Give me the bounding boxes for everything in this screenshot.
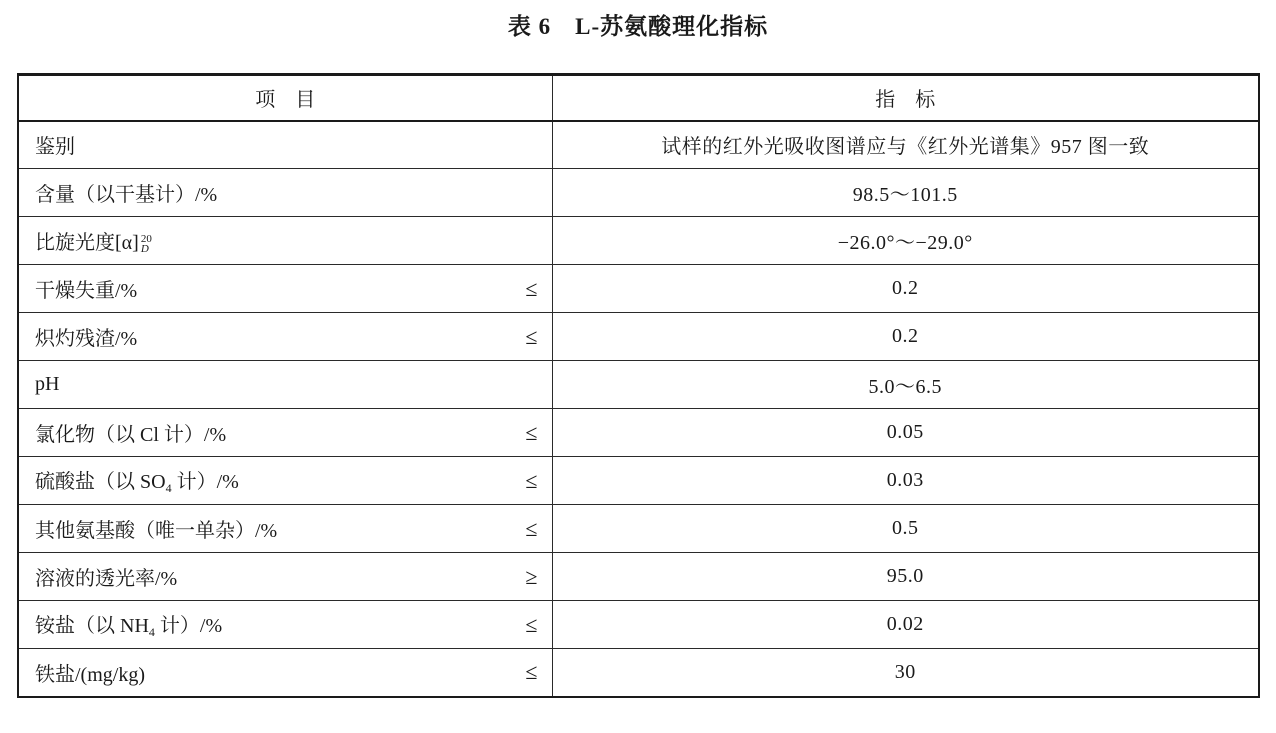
- item-subscript: D: [140, 243, 149, 256]
- item-label: [35, 609, 222, 640]
- limit-symbol: ≤: [525, 419, 538, 445]
- table-row: [18, 121, 1259, 169]
- value-cell: 0.2: [552, 313, 1259, 361]
- table-row: [18, 553, 1259, 601]
- item-label: 氯化物（以 Cl 计）/%: [35, 424, 227, 446]
- item-cell: [18, 553, 552, 601]
- table-row: [18, 217, 1259, 265]
- item-cell: [18, 313, 552, 361]
- table-row: [18, 409, 1259, 457]
- item-subscript: 4: [148, 625, 155, 639]
- item-superscript: 20: [140, 233, 152, 246]
- item-subscript: 4: [165, 481, 172, 495]
- item-label-text: 硫酸盐（以 SO: [35, 471, 166, 493]
- value-cell: 5.0～6.5: [552, 361, 1259, 409]
- value-cell: 0.03: [552, 457, 1259, 505]
- limit-symbol: ≤: [525, 611, 538, 637]
- item-cell: [18, 121, 552, 169]
- limit-symbol: ≤: [525, 275, 538, 301]
- item-cell: [18, 169, 552, 217]
- table-row: [18, 313, 1259, 361]
- item-label: 铁盐/(mg/kg): [35, 663, 145, 686]
- table-title: 表 6 L-苏氨酸理化指标: [507, 14, 769, 39]
- value-cell: 0.5: [552, 505, 1259, 553]
- temperature-wavelength-marks: [141, 234, 152, 254]
- value-cell: 0.02: [552, 601, 1259, 649]
- table-row: [18, 457, 1259, 505]
- value-cell: 30: [552, 649, 1259, 697]
- item-cell: [18, 265, 552, 313]
- item-label-text: 比旋光度[α]: [35, 232, 139, 254]
- item-cell: [18, 601, 552, 649]
- table-row: [18, 361, 1259, 409]
- item-cell: [18, 361, 552, 409]
- table-row: [18, 505, 1259, 553]
- table-row: [18, 169, 1259, 217]
- value-cell: 0.05: [552, 409, 1259, 457]
- item-label: [35, 226, 152, 255]
- header-value: 指 标: [552, 75, 1259, 121]
- item-label: 含量（以干基计）/%: [35, 184, 218, 206]
- item-cell: [18, 217, 552, 265]
- limit-symbol: ≤: [525, 515, 538, 541]
- item-label: pH: [35, 373, 60, 395]
- limit-symbol: ≤: [525, 323, 538, 349]
- table-row: [18, 649, 1259, 697]
- value-cell: 0.2: [552, 265, 1259, 313]
- item-label: 溶液的透光率/%: [35, 568, 178, 590]
- limit-symbol: ≤: [525, 659, 538, 685]
- item-label: 鉴别: [35, 136, 75, 159]
- item-cell: [18, 409, 552, 457]
- item-cell: [18, 457, 552, 505]
- item-label: [35, 465, 239, 496]
- item-cell: [18, 649, 552, 697]
- item-label: 干燥失重/%: [35, 280, 138, 302]
- item-label: 其他氨基酸（唯一单杂）/%: [35, 520, 278, 542]
- value-cell: 95.0: [552, 553, 1259, 601]
- item-label-text: 铵盐（以 NH: [35, 615, 149, 637]
- table-row: [18, 265, 1259, 313]
- item-cell: [18, 505, 552, 553]
- header-row: [18, 75, 1259, 121]
- table-row: [18, 601, 1259, 649]
- value-cell: 98.5～101.5: [552, 169, 1259, 217]
- item-label-suffix: 计）/%: [171, 471, 239, 493]
- item-label-suffix: 计）/%: [154, 615, 223, 637]
- value-cell: 试样的红外光吸收图谱应与《红外光谱集》957 图一致: [552, 121, 1259, 169]
- limit-symbol: ≥: [525, 563, 538, 589]
- item-label: 炽灼残渣/%: [35, 328, 138, 350]
- spec-table: [17, 73, 1260, 698]
- value-cell: −26.0°～−29.0°: [552, 217, 1259, 265]
- header-item: 项 目: [18, 75, 552, 121]
- limit-symbol: ≤: [525, 467, 538, 493]
